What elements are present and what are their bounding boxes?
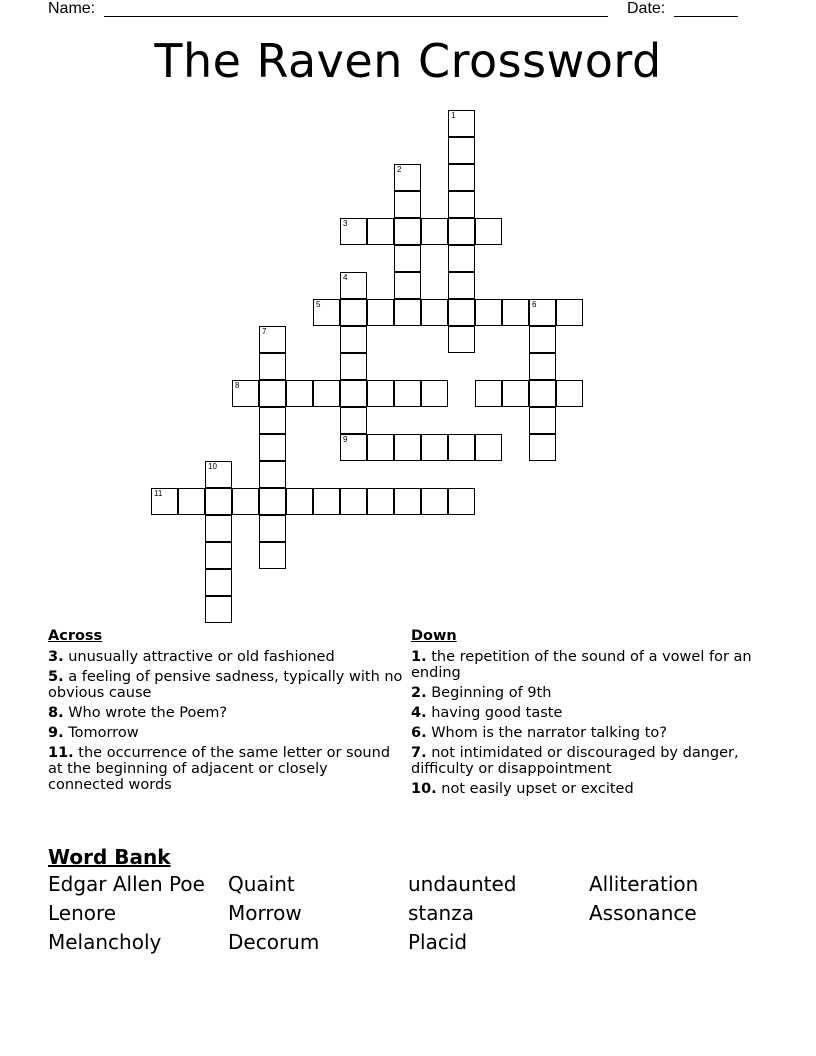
crossword-cell[interactable] xyxy=(205,596,232,623)
crossword-cell[interactable] xyxy=(421,434,448,461)
cell-number: 8 xyxy=(235,381,240,390)
crossword-cell[interactable] xyxy=(421,218,448,245)
crossword-cell[interactable] xyxy=(394,380,421,407)
crossword-cell[interactable] xyxy=(421,299,448,326)
cell-number: 7 xyxy=(262,327,267,336)
crossword-cell[interactable] xyxy=(367,488,394,515)
crossword-cell[interactable] xyxy=(394,488,421,515)
crossword-cell[interactable] xyxy=(178,488,205,515)
clue-number: 4. xyxy=(411,705,427,721)
date-label: Date: xyxy=(627,0,666,17)
clue-text: a feeling of pensive sadness, typically with no obvious cause xyxy=(48,669,403,701)
crossword-cell[interactable] xyxy=(313,488,340,515)
crossword-cell[interactable] xyxy=(205,461,232,488)
crossword-cell[interactable] xyxy=(421,488,448,515)
word-bank-word: undaunted xyxy=(408,872,517,896)
clue-text: not easily upset or excited xyxy=(436,781,634,797)
clue-text: the repetition of the sound of a vowel for an ending xyxy=(411,649,752,681)
crossword-cell[interactable] xyxy=(529,299,556,326)
across-clue xyxy=(48,705,408,721)
word-bank-word: Placid xyxy=(408,930,468,954)
crossword-cell[interactable] xyxy=(529,353,556,380)
page-title: The Raven Crossword xyxy=(154,34,662,88)
crossword-cell[interactable] xyxy=(340,272,367,299)
word-bank-word: Edgar Allen Poe xyxy=(48,872,205,896)
cell-number: 6 xyxy=(532,300,537,309)
crossword-cell[interactable] xyxy=(448,191,475,218)
crossword-cell[interactable] xyxy=(259,515,286,542)
cell-number: 10 xyxy=(208,462,217,471)
crossword-cell[interactable] xyxy=(340,218,367,245)
down-clue xyxy=(411,649,761,681)
word-bank-word: Assonance xyxy=(589,901,697,925)
clue-text: having good taste xyxy=(426,705,563,721)
down-clue xyxy=(411,685,761,701)
cell-number: 9 xyxy=(343,435,348,444)
word-bank-word: Melancholy xyxy=(48,930,162,954)
crossword-cell[interactable] xyxy=(556,380,583,407)
crossword-cell[interactable] xyxy=(340,434,367,461)
clue-number: 9. xyxy=(48,725,64,741)
word-bank-word: Alliteration xyxy=(589,872,699,896)
down-clue xyxy=(411,745,761,777)
down-clue xyxy=(411,781,761,797)
crossword-cell[interactable] xyxy=(529,380,556,407)
cell-number: 1 xyxy=(451,111,456,120)
clue-text: Beginning of 9th xyxy=(426,685,552,701)
across-clue xyxy=(48,649,408,665)
clue-number: 1. xyxy=(411,649,427,665)
down-clue xyxy=(411,725,761,741)
crossword-cell[interactable] xyxy=(340,299,367,326)
crossword-cell[interactable] xyxy=(259,488,286,515)
crossword-cell[interactable] xyxy=(205,515,232,542)
crossword-cell[interactable] xyxy=(448,434,475,461)
crossword-cell[interactable] xyxy=(394,191,421,218)
clue-text: Tomorrow xyxy=(63,725,139,741)
cell-number: 11 xyxy=(154,489,163,498)
crossword-cell[interactable] xyxy=(529,326,556,353)
crossword-cell[interactable] xyxy=(259,434,286,461)
crossword-cell[interactable] xyxy=(448,272,475,299)
crossword-cell[interactable] xyxy=(394,434,421,461)
crossword-cell[interactable] xyxy=(529,434,556,461)
cell-number: 3 xyxy=(343,219,348,228)
crossword-cell[interactable] xyxy=(340,353,367,380)
crossword-cell[interactable] xyxy=(448,137,475,164)
clue-text: not intimidated or discouraged by danger, difficulty or disappointment xyxy=(411,745,739,777)
word-bank-word: Quaint xyxy=(228,872,295,896)
crossword-cell[interactable] xyxy=(448,488,475,515)
crossword-cell[interactable] xyxy=(502,299,529,326)
crossword-cell[interactable] xyxy=(367,299,394,326)
clue-text: Whom is the narrator talking to? xyxy=(426,725,667,741)
down-clues xyxy=(411,628,761,801)
crossword-cell[interactable] xyxy=(259,542,286,569)
clue-text: Who wrote the Poem? xyxy=(63,705,228,721)
crossword-cell[interactable] xyxy=(340,488,367,515)
clue-number: 3. xyxy=(48,649,64,665)
crossword-cell[interactable] xyxy=(205,488,232,515)
crossword-cell[interactable] xyxy=(232,488,259,515)
crossword-cell[interactable] xyxy=(448,164,475,191)
across-heading: Across xyxy=(48,628,103,644)
crossword-cell[interactable] xyxy=(394,245,421,272)
word-bank-heading: Word Bank xyxy=(48,845,171,869)
crossword-cell[interactable] xyxy=(448,299,475,326)
crossword-cell[interactable] xyxy=(205,542,232,569)
crossword-cell[interactable] xyxy=(340,407,367,434)
crossword-cell[interactable] xyxy=(448,110,475,137)
crossword-cell[interactable] xyxy=(475,218,502,245)
crossword-cell[interactable] xyxy=(475,380,502,407)
crossword-cell[interactable] xyxy=(529,407,556,434)
word-bank-word: Decorum xyxy=(228,930,320,954)
crossword-cell[interactable] xyxy=(556,299,583,326)
crossword-cell[interactable] xyxy=(259,380,286,407)
across-clue xyxy=(48,669,408,701)
clue-number: 7. xyxy=(411,745,427,761)
crossword-cell[interactable] xyxy=(205,569,232,596)
crossword-cell[interactable] xyxy=(286,488,313,515)
crossword-cell[interactable] xyxy=(367,218,394,245)
crossword-cell[interactable] xyxy=(475,434,502,461)
crossword-cell[interactable] xyxy=(367,434,394,461)
crossword-cell[interactable] xyxy=(313,380,340,407)
crossword-cell[interactable] xyxy=(313,299,340,326)
down-clue xyxy=(411,705,761,721)
crossword-cell[interactable] xyxy=(259,407,286,434)
crossword-cell[interactable] xyxy=(286,380,313,407)
crossword-cell[interactable] xyxy=(394,218,421,245)
cell-number: 4 xyxy=(343,273,348,282)
crossword-cell[interactable] xyxy=(259,353,286,380)
clue-number: 8. xyxy=(48,705,64,721)
crossword-cell[interactable] xyxy=(394,272,421,299)
crossword-cell[interactable] xyxy=(421,380,448,407)
crossword-cell[interactable] xyxy=(259,326,286,353)
crossword-cell[interactable] xyxy=(340,380,367,407)
word-bank-word: Lenore xyxy=(48,901,117,925)
clue-number: 10. xyxy=(411,781,437,797)
crossword-cell[interactable] xyxy=(259,461,286,488)
crossword-cell[interactable] xyxy=(367,380,394,407)
clue-number: 6. xyxy=(411,725,427,741)
cell-number: 5 xyxy=(316,300,321,309)
crossword-cell[interactable] xyxy=(448,218,475,245)
across-clues xyxy=(48,628,408,797)
crossword-cell[interactable] xyxy=(448,326,475,353)
down-heading: Down xyxy=(411,628,457,644)
across-clue xyxy=(48,745,408,793)
crossword-cell[interactable] xyxy=(448,245,475,272)
crossword-cell[interactable] xyxy=(151,488,178,515)
crossword-cell[interactable] xyxy=(394,299,421,326)
word-bank-word: Morrow xyxy=(228,901,302,925)
crossword-cell[interactable] xyxy=(232,380,259,407)
crossword-cell[interactable] xyxy=(502,380,529,407)
crossword-cell[interactable] xyxy=(340,326,367,353)
word-bank-word: stanza xyxy=(408,901,474,925)
clue-text: the occurrence of the same letter or sound at the beginning of adjacent or closely connected words xyxy=(48,745,391,793)
clue-number: 11. xyxy=(48,745,74,761)
clue-text: unusually attractive or old fashioned xyxy=(63,649,335,665)
cell-number: 2 xyxy=(397,165,402,174)
across-clue xyxy=(48,725,408,741)
crossword-cell[interactable] xyxy=(475,299,502,326)
name-label: Name: xyxy=(48,0,96,17)
clue-number: 2. xyxy=(411,685,427,701)
clue-number: 5. xyxy=(48,669,64,685)
crossword-cell[interactable] xyxy=(394,164,421,191)
